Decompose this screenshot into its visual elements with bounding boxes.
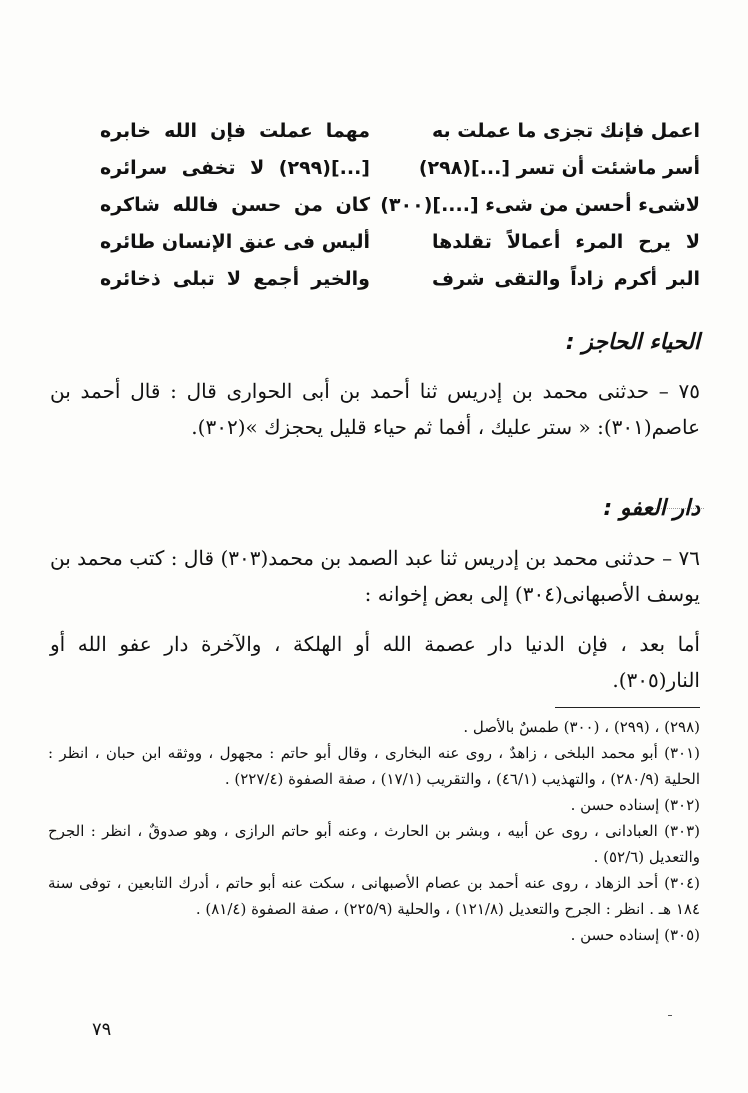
section-heading: دار العفو : [603,496,700,521]
footnote-separator [555,707,700,708]
footnote: (٣٠٣) العبادانى ، روى عن أبيه ، وبشر بن الحارث ، وعنه أبو حاتم الرازى ، وهو صدوقٌ ، انظر : الجرح والتعديل (٥٢/٦) . [48,822,700,866]
verse-first-hemistich: لاشىء أحسن من شىء [....](٣٠٠) [380,193,700,216]
section-heading: الحياء الحاجز : [565,330,700,355]
poem-verse [100,260,700,297]
footnote: (٢٩٨) ، (٢٩٩) ، (٣٠٠) طمسٌ بالأصل . [463,718,700,736]
margin-dash [668,1015,672,1016]
verse-first-hemistich: لا يرح المرء أعمالاً تقلدها [432,230,700,253]
poem-verse [100,186,700,223]
poem-block [100,112,700,297]
footnotes [48,714,700,948]
narration-76: ٧٦ – حدثنى محمد بن إدريس ثنا عبد الصمد بن محمد(٣٠٣) قال : كتب محمد بن يوسف الأصبهانى(٣٠٤) إلى بعض إخوانه : [50,546,700,606]
verse-second-hemistich: كان من حسن فالله شاكره [100,193,370,216]
footnote: (٣٠٢) إسناده حسن . [570,796,700,814]
verse-second-hemistich: [...](٢٩٩) لا تخفى سرائره [100,156,370,179]
poem-verse [100,223,700,260]
poem-verse [100,112,700,149]
footnote: (٣٠١) أبو محمد البلخى ، زاهدٌ ، روى عنه البخارى ، وقال أبو حاتم : مجهول ، ووثقه ابن حبان ، انظر : الحلية (٢٨٠/٩) ، والتهذيب (٤٦/١) ، والتقريب (١٧/١) ، صفة الصفوة (٢٢٧/٤) . [48,744,700,788]
footnote: (٣٠٥) إسناده حسن . [570,926,700,944]
page-number: ٧٩ [92,1019,112,1040]
footnote: (٣٠٤) أحد الزهاد ، روى عنه أحمد بن عصام الأصبهانى ، سكت عنه أبو حاتم ، أدرك التابعين ، توفى سنة ١٨٤ هـ . انظر : الجرح والتعديل (١٢١/٨) ، والحلية (٢٢٥/٩) ، صفة الصفوة (٨١/٤) . [48,874,700,918]
narration-76-letter: أما بعد ، فإن الدنيا دار عصمة الله أو الهلكة ، والآخرة دار عفو الله أو النار(٣٠٥). [50,632,700,692]
verse-second-hemistich: أليس فى عنق الإنسان طائره [100,230,370,253]
poem-verse [100,149,700,186]
verse-second-hemistich: مهما عملت فإن الله خابره [100,119,370,142]
verse-first-hemistich: البر أكرم زاداً والتقى شرف [432,267,700,290]
verse-first-hemistich: أسر ماشئت أن تسر [...](٢٩٨) [418,156,700,179]
verse-second-hemistich: والخير أجمع لا تبلى ذخائره [100,267,370,290]
verse-first-hemistich: اعمل فإنك تجزى ما عملت به [432,119,700,142]
narration-75: ٧٥ – حدثنى محمد بن إدريس ثنا أحمد بن أبى الحوارى قال : قال أحمد بن عاصم(٣٠١): « ستر عليك ، أفما ثم حياء قليل يحجزك »(٣٠٢). [50,379,700,439]
